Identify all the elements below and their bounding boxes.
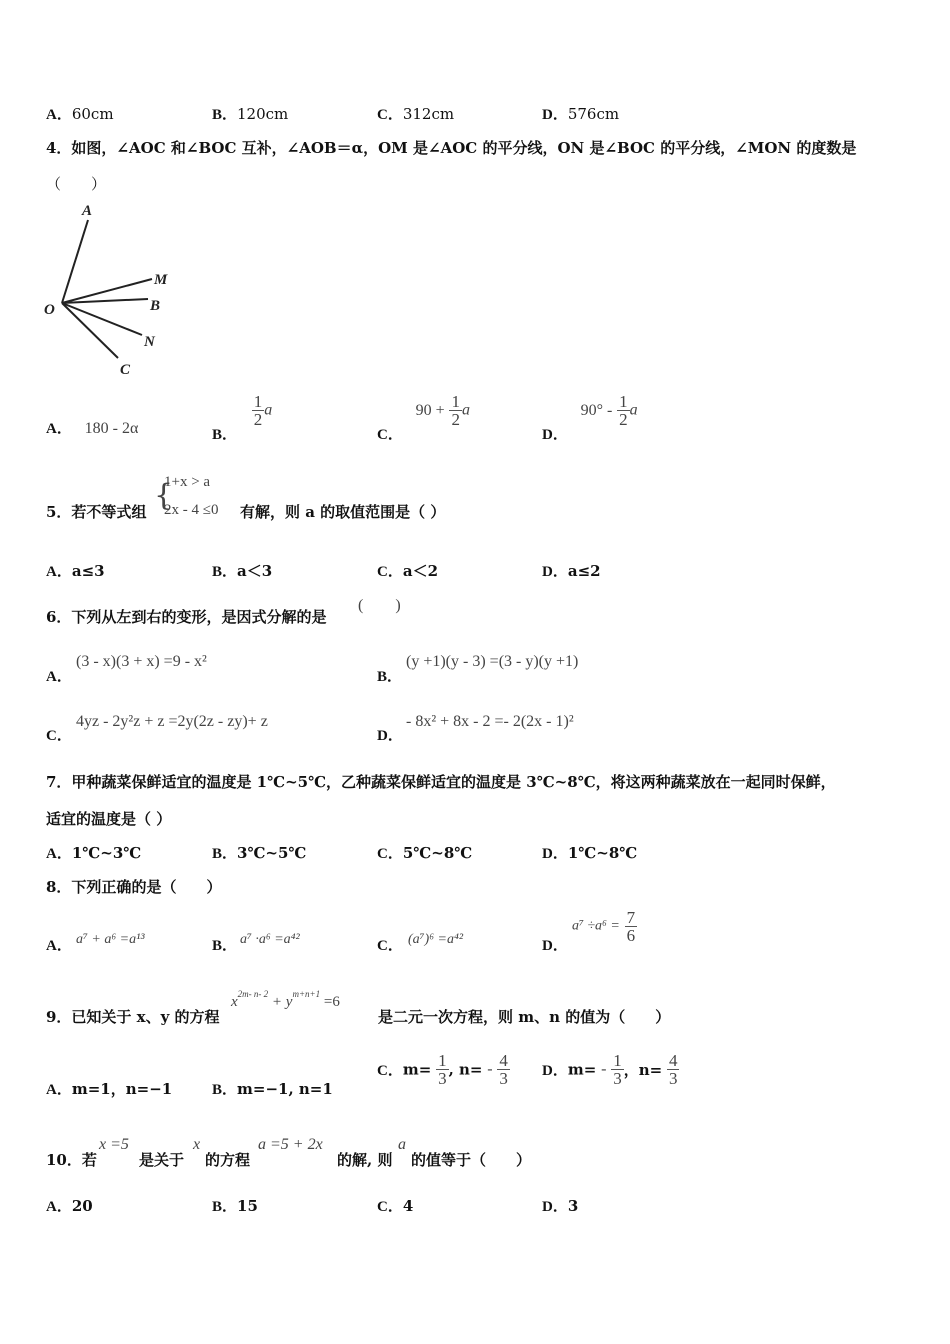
q10-option-d: D．3 (542, 1197, 579, 1215)
q9-option-b: B．m=−1, n=1 (212, 1080, 333, 1098)
q6-option-a-expr: (3 - x)(3 + x) =9 - x² (76, 653, 207, 670)
q10-eq1: x =5 (99, 1136, 129, 1153)
ray-on (62, 303, 142, 335)
label-c: C (120, 362, 131, 378)
q5-line2: 2x - 4 ≤0 (164, 502, 219, 518)
q5-post: 有解，则 a 的取值范围是（ ） (240, 503, 446, 521)
q10-p5: 的值等于（ ） (411, 1151, 532, 1169)
q4-option-c: C． 90 + $\frac{1}{2}$ a (377, 392, 470, 443)
q6-option-a: A． (46, 669, 72, 685)
q9-pre: 9．已知关于 x、y 的方程 (46, 1008, 220, 1026)
q8-option-d: D． (542, 938, 568, 954)
q6-option-c-expr: 4yz - 2y²z + z =2y(2z - zy)+ z (76, 713, 268, 730)
q5-line1: 1+x > a (164, 474, 211, 490)
q9-equation: $x^{2m- n- 2} + y^{m+n+1} =6$ (231, 989, 340, 1010)
q5-brace: { (154, 478, 174, 513)
ray-oc (62, 303, 118, 358)
q9-option-d: D．m= - $\frac{1}{3}$ ，n= $\frac{4}{3}$ (542, 1051, 678, 1088)
q8-stem: 8．下列正确的是（ ） (46, 878, 222, 896)
ray-oa (62, 220, 88, 303)
q4-option-b: B． $\frac{1}{2}$ a (212, 392, 273, 443)
q5-option-b: B．a＜3 (212, 562, 273, 580)
q7-option-c: C．5℃~8℃ (377, 844, 473, 862)
label-b: B (150, 298, 161, 314)
q6-option-d-expr: - 8x² + 8x - 2 =- 2(2x - 1)² (406, 713, 574, 730)
angle-figure (40, 200, 190, 380)
q3-option-d: D．576cm (542, 105, 620, 123)
q10-p2: 是关于 (139, 1151, 185, 1169)
q6-option-b-expr: (y +1)(y - 3) =(3 - y)(y +1) (406, 653, 579, 670)
q10-option-b: B．15 (212, 1197, 258, 1215)
q10-p1: 10．若 (46, 1151, 97, 1169)
q7-option-a: A．1℃~3℃ (46, 844, 142, 862)
q10-option-a: A．20 (46, 1197, 93, 1215)
q6-option-d: D． (377, 728, 403, 744)
q10-p4: 的解, 则 (337, 1151, 393, 1169)
q3-option-c: C．312cm (377, 105, 455, 123)
label-n: N (144, 334, 155, 350)
q3-option-a: A．60cm (46, 105, 114, 123)
label-m: M (154, 272, 168, 288)
q6-option-c: C． (46, 728, 72, 744)
q5-option-a: A．a≤3 (46, 562, 105, 580)
q4-option-a: A． 180 - 2α (46, 420, 139, 437)
q9-post: 是二元一次方程，则 m、n 的值为（ ） (378, 1008, 671, 1026)
q4-paren: （ ） (46, 175, 107, 193)
q10-eq2: a =5 + 2x (258, 1136, 323, 1153)
q8-option-a-expr: a⁷ + a⁶ =a¹³ (76, 932, 145, 947)
q6-paren: ( ) (358, 597, 401, 614)
q6-option-b: B． (377, 669, 403, 685)
q8-option-c: C． (377, 938, 403, 954)
q10-p3: 的方程 (205, 1151, 251, 1169)
q8-option-a: A． (46, 938, 72, 954)
q9-option-c: C．m= $\frac{1}{3}$ , n= - $\frac{4}{3}$ (377, 1051, 508, 1088)
q7-line1: 7．甲种蔬菜保鲜适宜的温度是 1℃~5℃，乙种蔬菜保鲜适宜的温度是 3℃~8℃，将这两种蔬菜放在一起同时保鲜， (46, 773, 836, 791)
q9-option-a: A．m=1，n=−1 (46, 1080, 173, 1098)
q8-option-d-expr: a⁷ ÷a⁶ = $\frac{7}{6}$ (572, 908, 636, 945)
q3-option-b: B．120cm (212, 105, 289, 123)
q10-var: x (193, 1136, 201, 1153)
q7-option-d: D．1℃~8℃ (542, 844, 638, 862)
q5-option-d: D．a≤2 (542, 562, 601, 580)
label-o: O (44, 302, 55, 318)
q7-line2: 适宜的温度是（ ） (46, 810, 172, 828)
q6-stem: 6．下列从左到右的变形，是因式分解的是 (46, 608, 327, 626)
q4-stem: 4．如图，∠AOC 和∠BOC 互补，∠AOB＝α，OM 是∠AOC 的平分线，ON 是∠BOC 的平分线，∠MON 的度数是 (46, 139, 857, 157)
q7-option-b: B．3℃~5℃ (212, 844, 307, 862)
q10-option-c: C．4 (377, 1197, 414, 1215)
q5-option-c: C．a＜2 (377, 562, 439, 580)
q5-pre: 5．若不等式组 (46, 503, 147, 521)
q4-option-d: D． 90° - $\frac{1}{2}$ a (542, 392, 638, 443)
q8-option-b: B． (212, 938, 238, 954)
q8-option-c-expr: (a⁷)⁶ =a⁴² (408, 932, 464, 947)
label-a: A (82, 203, 93, 219)
q8-option-b-expr: a⁷ ·a⁶ =a⁴² (240, 932, 300, 947)
q10-var2: a (398, 1136, 406, 1153)
